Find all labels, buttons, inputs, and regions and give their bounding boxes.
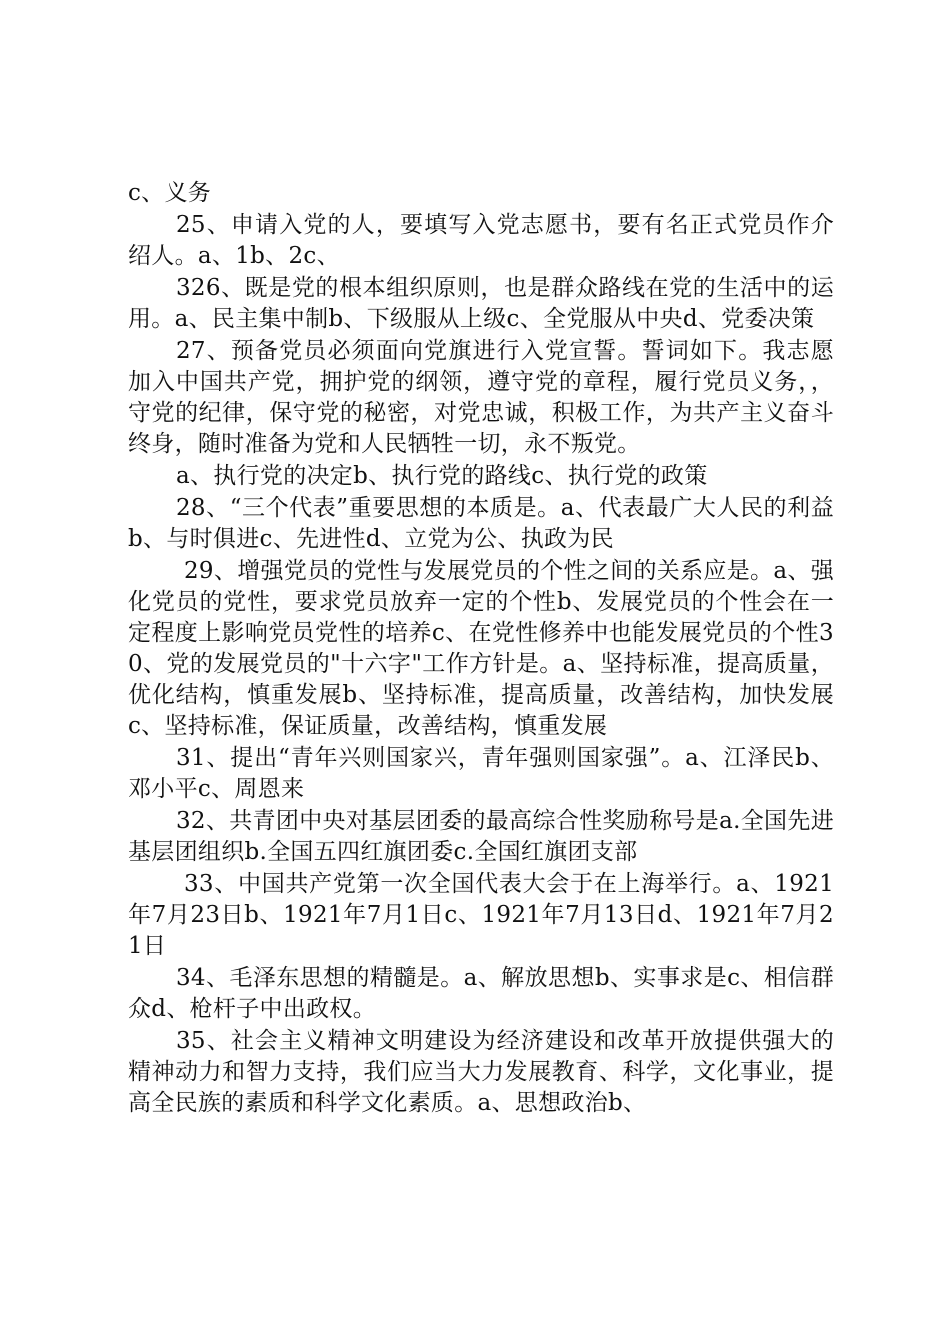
paragraph-question-27-options: a、执行党的决定b、执行党的路线c、执行党的政策 xyxy=(176,463,708,489)
paragraph-question-32: 32、共青团中央对基层团委的最高综合性奖励称号是a.全国先进基层团组织b.全国五四红旗团委c.全国红旗团支部 xyxy=(128,808,834,865)
paragraph-option-c-duty: c、义务 xyxy=(128,180,212,206)
document-body xyxy=(128,178,834,1120)
paragraph-question-27: 27、预备党员必须面向党旗进行入党宣誓。誓词如下。我志愿加入中国共产党，拥护党的纲领，遵守党的章程，履行党员义务，，守党的纪律，保守党的秘密，对党忠诚，积极工作，为共产主义奋斗终身，随时准备为党和人民牺牲一切，永不叛党。 xyxy=(128,338,834,457)
paragraph-question-35: 35、社会主义精神文明建设为经济建设和改革开放提供强大的精神动力和智力支持，我们应当大力发展教育、科学，文化事业，提高全民族的素质和科学文化素质。a、思想政治b、 xyxy=(128,1028,834,1116)
paragraph-question-29-30: 29、增强党员的党性与发展党员的个性之间的关系应是。a、强化党员的党性，要求党员放弃一定的个性b、发展党员的个性会在一定程度上影响党员党性的培养c、在党性修养中也能发展党员的个性30、党的发展党员的"十六字"工作方针是。a、坚持标准，提高质量，优化结构，慎重发展b、坚持标准，提高质量，改善结构，加快发展c、坚持标准，保证质量，改善结构，慎重发展 xyxy=(128,558,834,739)
paragraph-question-28: 28、“三个代表”重要思想的本质是。a、代表最广大人民的利益b、与时俱进c、先进性d、立党为公、执政为民 xyxy=(128,495,834,552)
paragraph-question-34: 34、毛泽东思想的精髓是。a、解放思想b、实事求是c、相信群众d、枪杆子中出政权。 xyxy=(128,965,834,1022)
paragraph-question-31: 31、提出“青年兴则国家兴，青年强则国家强”。a、江泽民b、邓小平c、周恩来 xyxy=(128,745,834,802)
paragraph-question-25: 25、申请入党的人，要填写入党志愿书，要有名正式党员作介绍人。a、1b、2c、 xyxy=(128,212,834,269)
paragraph-question-33: 33、中国共产党第一次全国代表大会于在上海举行。a、1921年7月23日b、1921年7月1日c、1921年7月13日d、1921年7月21日 xyxy=(128,871,834,959)
paragraph-question-26: 326、既是党的根本组织原则，也是群众路线在党的生活中的运用。a、民主集中制b、下级服从上级c、全党服从中央d、党委决策 xyxy=(128,275,834,332)
